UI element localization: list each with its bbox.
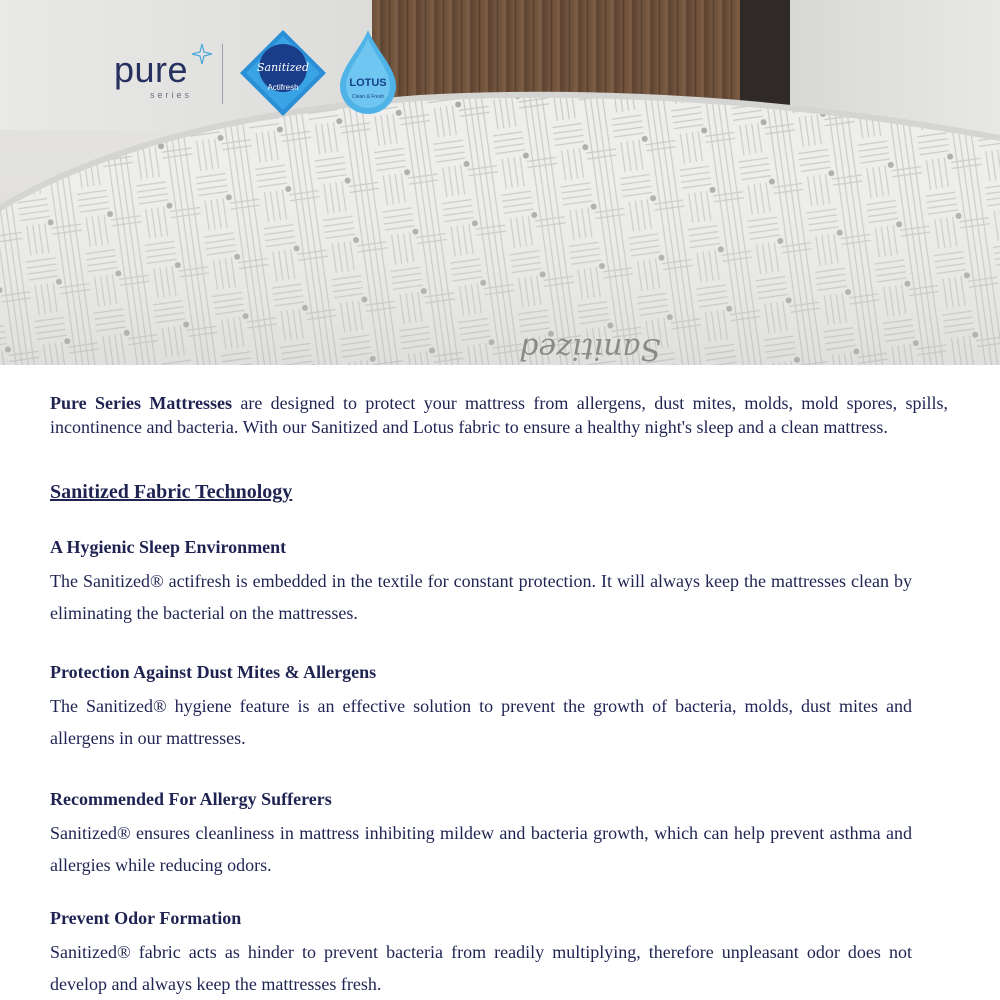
section-title: Sanitized Fabric Technology [50,481,293,503]
lotus-badge-sub: Clean & Fresh [352,94,384,100]
feature-title: A Hygienic Sleep Environment [50,537,287,557]
feature-title: Prevent Odor Formation [50,908,242,928]
sparkle-icon [192,44,212,64]
hero-image [0,0,1000,365]
lotus-badge-title: LOTUS [349,77,387,89]
intro-body: are designed to protect your mattress from allergens, dust mites, molds, mold spores, spills, incontinence and bacteria. With our Sanitized and Lotus fabric to ensure a healthy night's sleep and a clean mattress. [50,393,949,437]
intro-lead: Pure Series Mattresses [50,393,232,413]
mattress-image [0,78,1000,365]
sanitized-badge [238,28,328,118]
feature-body: The Sanitized® hygiene feature is an effective solution to prevent the growth of bacteria, molds, dust mites and allergens in our mattresses. [50,696,912,748]
brand-logos [110,28,410,118]
intro-paragraph [50,391,948,439]
sanitized-badge-sub: Actifresh [267,83,299,92]
feature-hygienic [50,535,912,629]
feature-allergy [50,787,912,881]
sanitized-badge-title: Sanitized [257,61,309,74]
feature-body: Sanitized® fabric acts as hinder to prevent bacteria from readily multiplying, therefore unpleasant odor does not develop and always keep the mattresses fresh. [50,942,912,994]
embroidery-text: Sanitized [519,331,661,366]
description-content [0,365,1000,1000]
pure-logo: pure [114,49,189,90]
pure-series-label: series [150,90,193,100]
feature-title: Protection Against Dust Mites & Allergens [50,662,377,682]
feature-title: Recommended For Allergy Sufferers [50,789,332,809]
logo-divider [222,44,223,104]
feature-body: The Sanitized® actifresh is embedded in the textile for constant protection. It will always keep the mattresses clean by eliminating the bacterial on the mattresses. [50,571,912,623]
feature-odor [50,906,912,1000]
lotus-badge [336,28,400,118]
feature-dust-mites [50,660,912,754]
feature-body: Sanitized® ensures cleanliness in mattress inhibiting mildew and bacteria growth, which can help prevent asthma and allergies while reducing odors. [50,823,912,875]
